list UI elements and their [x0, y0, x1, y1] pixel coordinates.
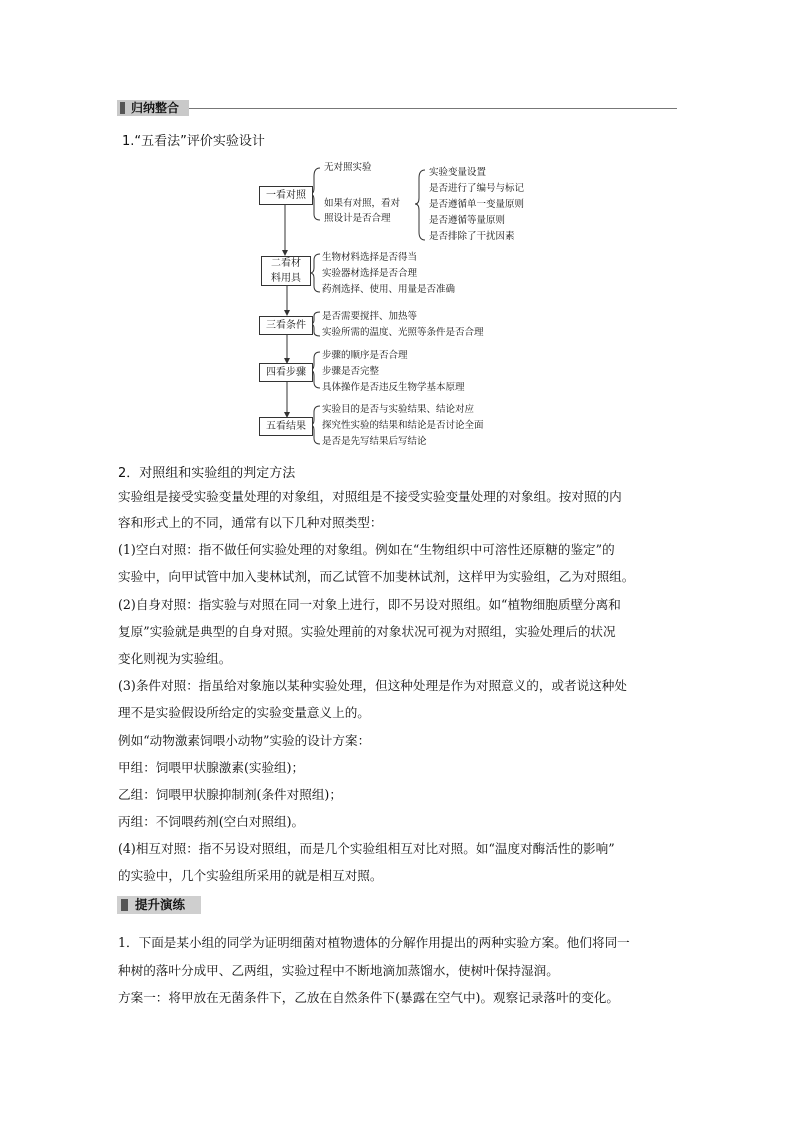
body-line: 例如“动物激素饲喂小动物”实验的设计方案： [118, 733, 371, 748]
body-line: 容和形式上的不同，通常有以下几种对照类型： [118, 515, 383, 530]
flow-4-item: 具体操作是否违反生物学基本原理 [322, 382, 465, 393]
flow-step-5: 五看结果 [259, 417, 313, 436]
body-line: 甲组：饲喂甲状腺激素(实验组)； [118, 760, 305, 775]
flow-step-3: 三看条件 [259, 316, 313, 335]
flow-1-sub-item: 是否排除了干扰因素 [429, 231, 515, 242]
body-line: 的实验中，几个实验组所采用的就是相互对照。 [118, 868, 383, 883]
flow-1-branch-has-2: 照设计是否合理 [324, 213, 391, 224]
flow-1-sub-item: 实验变量设置 [429, 167, 487, 178]
body-line: (2)自身对照：指实验与对照在同一对象上进行，即不另设对照组。如“植物细胞质壁分离和 [118, 597, 621, 612]
flow-step-1: 一看对照 [259, 186, 313, 205]
flow-1-sub-item: 是否遵循等量原则 [429, 215, 506, 226]
flow-3-item: 是否需要搅拌、加热等 [322, 311, 418, 322]
body-line: 变化则视为实验组。 [118, 651, 232, 666]
flow-2-item: 药剂选择、使用、用量是否准确 [322, 284, 456, 295]
body-line: 实验中，向甲试管中加入斐林试剂，而乙试管不加斐林试剂，这样甲为实验组，乙为对照组。 [118, 569, 635, 584]
body-line: 复原”实验就是典型的自身对照。实验处理前的对象状况可视为对照组，实验处理后的状况 [118, 624, 616, 639]
flow-1-branch-has: 如果有对照，看对 [324, 198, 401, 209]
flow-5-item: 探究性实验的结果和结论是否讨论全面 [322, 420, 484, 431]
body-line: 实验组是接受实验变量处理的对象组，对照组是不接受实验变量处理的对象组。按对照的内 [118, 489, 622, 504]
flow-4-item: 步骤是否完整 [322, 366, 380, 377]
flow-3-item: 实验所需的温度、光照等条件是否合理 [322, 327, 484, 338]
flow-5-item: 是否是先写结果后写结论 [322, 436, 427, 447]
body-line: (3)条件对照：指虽给对象施以某种实验处理，但这种处理是作为对照意义的，或者说这种处 [118, 678, 627, 693]
body-line: (4)相互对照：指不另设对照组，而是几个实验组相互对比对照。如“温度对酶活性的影响” [118, 841, 615, 856]
body-line: 丙组：不饲喂药剂(空白对照组)。 [118, 814, 305, 829]
heading-five-look: 1.“五看法”评价实验设计 [122, 134, 265, 149]
flow-2-item: 实验器材选择是否合理 [322, 268, 418, 279]
body-line: 乙组：饲喂甲状腺抑制剂(条件对照组)； [118, 787, 342, 802]
body-line: (1)空白对照：指不做任何实验处理的对象组。例如在“生物组织中可溶性还原糖的鉴定”的 [118, 542, 615, 557]
flow-1-sub-item: 是否遵循单一变量原则 [429, 199, 525, 210]
exercise-line: 种树的落叶分成甲、乙两组，实验过程中不断地滴加蒸馏水，使树叶保持湿润。 [118, 963, 559, 978]
flow-2-item: 生物材料选择是否得当 [322, 252, 418, 263]
section-label: 归纳整合 [117, 100, 189, 116]
heading-control-groups: 2．对照组和实验组的判定方法 [118, 466, 296, 481]
flow-5-item: 实验目的是否与实验结果、结论对应 [322, 404, 475, 415]
flow-1-branch-none: 无对照实验 [324, 162, 372, 173]
exercise-line: 方案一：将甲放在无菌条件下，乙放在自然条件下(暴露在空气中)。观察记录落叶的变化。 [118, 990, 619, 1005]
flow-1-sub-item: 是否进行了编号与标记 [429, 183, 525, 194]
flow-step-2: 二看材料用具 [261, 256, 311, 286]
section-header-practice [117, 896, 202, 914]
exercise-line: 1．下面是某小组的同学为证明细菌对植物遗体的分解作用提出的两种实验方案。他们将同一 [118, 935, 630, 950]
section-label: 提升演练 [117, 896, 201, 914]
body-line: 理不是实验假设所给定的实验变量意义上的。 [118, 705, 370, 720]
flow-4-item: 步骤的顺序是否合理 [322, 350, 408, 361]
flow-step-4: 四看步骤 [259, 363, 313, 382]
